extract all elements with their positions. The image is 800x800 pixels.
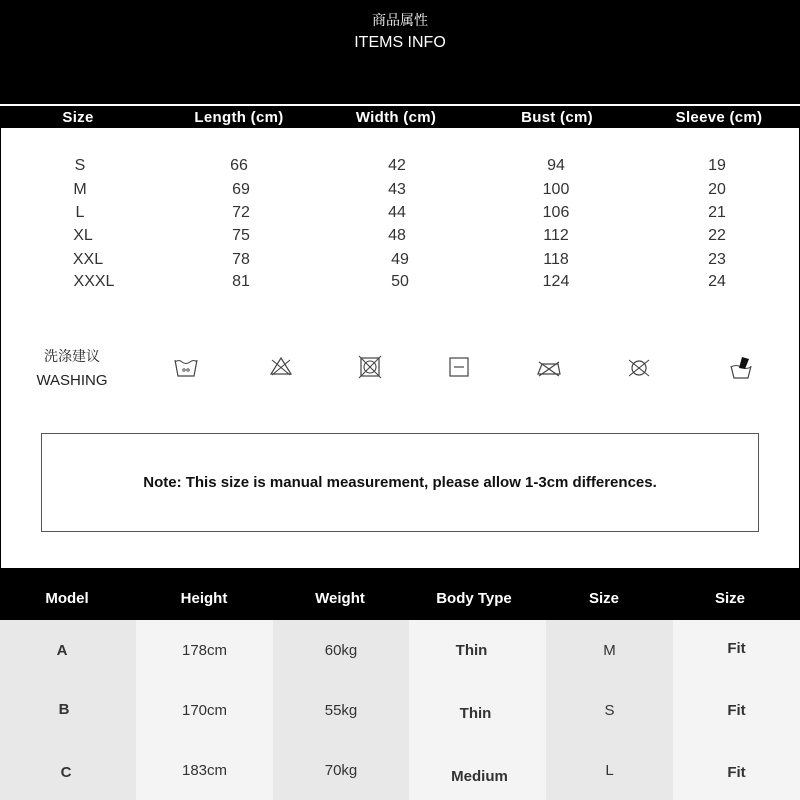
cell-length: 75 xyxy=(232,227,250,244)
cell-model: A xyxy=(0,620,136,680)
col-size: Size xyxy=(62,109,94,126)
note-box xyxy=(41,433,759,532)
table-row xyxy=(0,204,800,226)
cell-width: 50 xyxy=(391,273,409,290)
cell-bust: 118 xyxy=(543,251,569,268)
cell-fit: Fit xyxy=(673,620,800,680)
cell-sleeve: 21 xyxy=(708,204,726,221)
size-table-header xyxy=(0,104,800,128)
cell-length: 66 xyxy=(230,157,248,174)
cell-size: S xyxy=(74,157,86,174)
col-size: Size xyxy=(588,590,620,607)
cell-body-type: Medium xyxy=(409,740,546,800)
cell-model: B xyxy=(0,680,136,740)
cell-sleeve: 20 xyxy=(708,181,726,198)
title-cn: 商品属性 xyxy=(372,13,428,29)
table-row xyxy=(0,227,800,249)
cell-weight: 55kg xyxy=(273,680,409,740)
do-not-tumble-dry-icon xyxy=(357,354,383,380)
cell-size: L xyxy=(546,740,673,800)
col-body-type: Body Type xyxy=(436,590,512,607)
cell-width: 49 xyxy=(391,251,409,268)
col-height: Height xyxy=(180,590,228,607)
washing-label-cn: 洗涤建议 xyxy=(44,349,100,365)
hand-wash-icon xyxy=(728,354,754,380)
table-row xyxy=(0,251,800,273)
cell-body-type: Thin xyxy=(409,620,546,680)
wash-30-icon xyxy=(173,354,199,380)
cell-length: 69 xyxy=(232,181,250,198)
note-text: Note: This size is manual measurement, please allow 1-3cm differences. xyxy=(143,474,657,491)
cell-width: 48 xyxy=(388,227,406,244)
cell-weight: 70kg xyxy=(273,740,409,800)
cell-size: S xyxy=(546,680,673,740)
cell-weight: 60kg xyxy=(273,620,409,680)
cell-length: 78 xyxy=(232,251,250,268)
cell-sleeve: 19 xyxy=(708,157,726,174)
col-model: Model xyxy=(45,590,89,607)
cell-bust: 94 xyxy=(547,157,565,174)
table-row xyxy=(0,181,800,203)
do-not-bleach-icon xyxy=(268,354,294,380)
cell-size: M xyxy=(73,181,87,198)
cell-bust: 106 xyxy=(542,204,570,221)
cell-bust: 124 xyxy=(542,273,570,290)
cell-sleeve: 23 xyxy=(708,251,726,268)
cell-size: XXL xyxy=(72,251,104,268)
cell-sleeve: 24 xyxy=(708,273,726,290)
cell-height: 170cm xyxy=(136,680,273,740)
cell-width: 44 xyxy=(388,204,406,221)
col-size-fit: Size xyxy=(714,590,746,607)
cell-sleeve: 22 xyxy=(708,227,726,244)
do-not-dry-clean-icon xyxy=(626,354,652,380)
iron-low-icon xyxy=(536,354,562,380)
dry-flat-icon xyxy=(446,354,472,380)
cell-height: 178cm xyxy=(136,620,273,680)
col-sleeve: Sleeve (cm) xyxy=(675,109,763,126)
cell-bust: 100 xyxy=(542,181,570,198)
items-info-header xyxy=(0,0,800,104)
cell-fit: Fit xyxy=(673,680,800,740)
col-width: Width (cm) xyxy=(355,109,437,126)
cell-width: 43 xyxy=(388,181,406,198)
cell-model: C xyxy=(0,740,136,800)
table-row xyxy=(0,273,800,295)
cell-size: M xyxy=(546,620,673,680)
col-bust: Bust (cm) xyxy=(521,109,593,126)
cell-size: L xyxy=(75,204,85,221)
col-weight: Weight xyxy=(315,590,365,607)
cell-bust: 112 xyxy=(543,227,569,244)
cell-size: XXXL xyxy=(73,273,115,290)
washing-section xyxy=(0,342,800,398)
title-en: ITEMS INFO xyxy=(354,34,446,51)
washing-label-en: WASHING xyxy=(36,372,108,389)
cell-height: 183cm xyxy=(136,740,273,800)
model-table-header xyxy=(0,568,800,620)
cell-length: 72 xyxy=(232,204,250,221)
cell-fit: Fit xyxy=(673,740,800,800)
cell-length: 81 xyxy=(232,273,250,290)
table-row xyxy=(0,157,800,179)
cell-size: XL xyxy=(73,227,93,244)
cell-body-type: Thin xyxy=(409,680,546,740)
cell-width: 42 xyxy=(388,157,406,174)
col-length: Length (cm) xyxy=(194,109,284,126)
